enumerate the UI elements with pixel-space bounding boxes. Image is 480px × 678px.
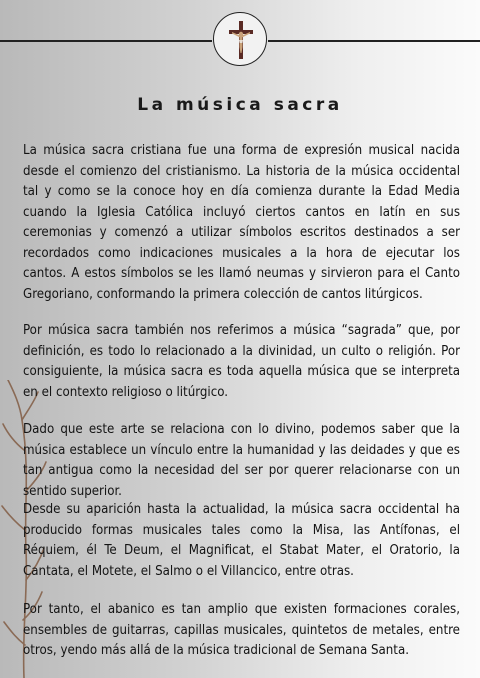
header-rule-right [268, 40, 480, 42]
crucifix-icon [213, 12, 267, 66]
paragraph-divine-link: Dado que este arte se relaciona con lo divino, podemos saber que la música establece un vínculo entre la humanidad y las deidades y que es tan antigua como la necesidad del ser por querer relacionarse con un sentido superior. [23, 422, 460, 499]
paragraph-musical-forms: Desde su aparición hasta la actualidad, la música sacra occidental ha producido formas musicales tales como la Misa, las Antífonas, el Réquiem, él Te Deum, el Magnificat, el Stabat Mater, el Oratorio, la Cantata, el Motete, el Salmo o el Villancico, entre otras. [23, 502, 460, 579]
paragraph-origins: La música sacra cristiana fue una forma de expresión musical nacida desde el comienzo del cristianismo. La historia de la música occidental tal y como se la conoce hoy en día comienza durante la Edad Media cuando la Iglesia Católica incluyó ciertos cantos en latín en sus ceremonias y comenzó a utilizar símbolos escritos destinados a ser recordados como indicaciones musicales a la hora de ejecutar los cantos. A estos símbolos se les llamó neumas y sirvieron para el Canto Gregoriano, conformando la primera colección de cantos litúrgicos. [23, 143, 460, 302]
paragraph-ensembles: Por tanto, el abanico es tan amplio que existen formaciones corales, ensembles de guitarras, capillas musicales, quintetos de metales, entre otros, yendo más allá de la música tradicional de Semana Santa. [23, 602, 460, 658]
paragraph-definition: Por música sacra también nos referimos a música “sagrada” que, por definición, es todo lo relacionado a la divinidad, un culto o religión. Por consiguiente, la música sacra es toda aquella música que se interpreta en el contexto religioso o litúrgico. [23, 323, 460, 400]
header-rule-left [0, 40, 212, 42]
page-title: La música sacra [137, 95, 343, 115]
